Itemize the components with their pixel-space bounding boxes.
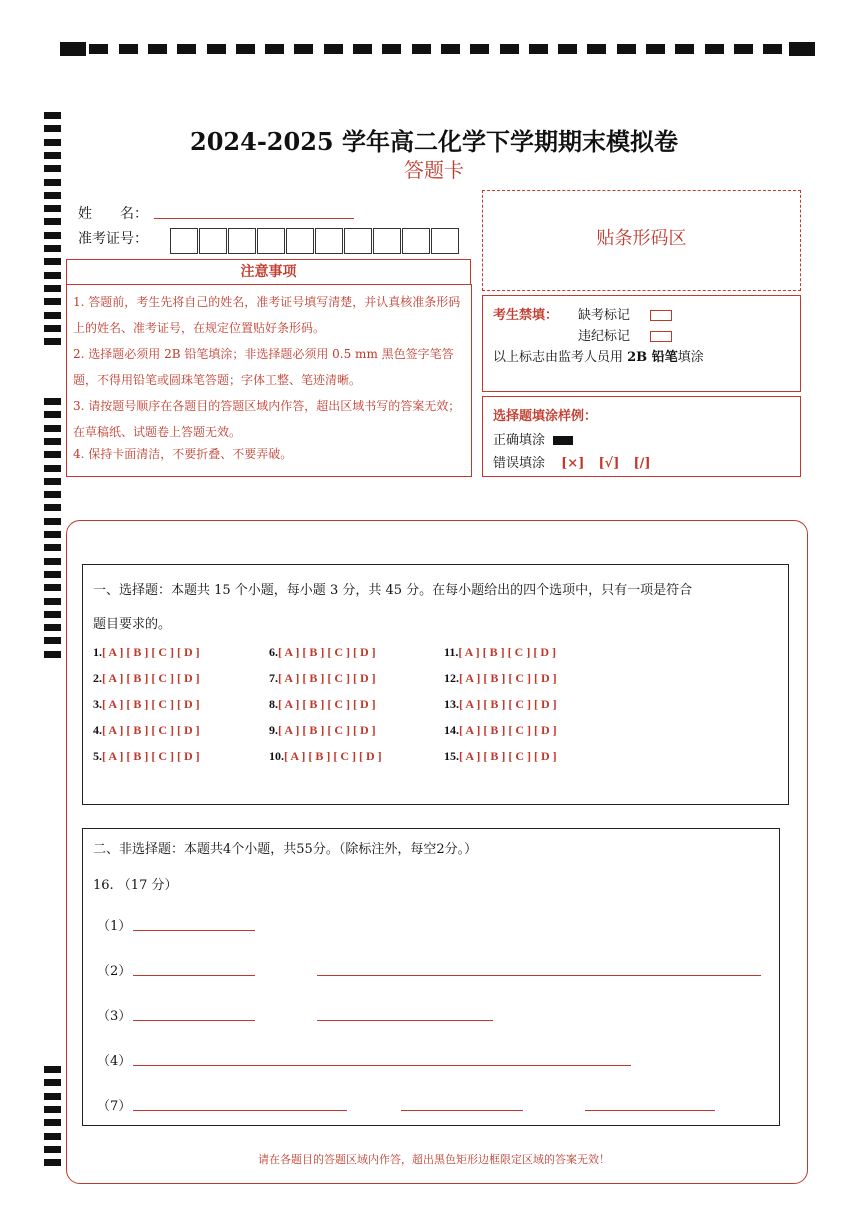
exam-id-digit-box[interactable] xyxy=(199,228,227,254)
choice-options[interactable]: [ A ] [ B ] [ C ] [ D ] xyxy=(459,671,557,685)
timing-mark xyxy=(44,624,61,631)
timing-mark xyxy=(412,44,431,54)
fill-example-box xyxy=(482,396,801,477)
section-open-heading: 二、非选择题：本题共4个小题，共55分。（除标注外，每空2分。） xyxy=(93,842,478,857)
timing-mark xyxy=(44,1079,61,1086)
wrong-mark-slash: [/] xyxy=(633,456,651,471)
timing-mark xyxy=(44,1106,61,1113)
choice-number: 2. xyxy=(93,671,102,685)
choice-question-2[interactable] xyxy=(93,671,200,686)
timing-mark xyxy=(44,438,61,445)
choice-question-11[interactable] xyxy=(444,645,556,660)
timing-mark xyxy=(675,44,694,54)
exam-id-digit-box[interactable] xyxy=(431,228,459,254)
notice-item: 1. 答题前，考生先将自己的姓名，准考证号填写清楚，并认真核准条形码上的姓名、准考证号，在规定位置贴好条形码。 xyxy=(73,295,461,335)
timing-mark xyxy=(207,44,226,54)
choice-question-7[interactable] xyxy=(269,671,376,686)
q16-part-label: （4） xyxy=(97,1054,132,1069)
choice-options[interactable]: [ A ] [ B ] [ C ] [ D ] xyxy=(102,697,200,711)
q16-part-label: （1） xyxy=(97,919,132,934)
timing-mark xyxy=(646,44,665,54)
notice-item: 4. 保持卡面清洁，不要折叠、不要弄破。 xyxy=(73,447,293,461)
timing-mark xyxy=(470,44,489,54)
timing-mark xyxy=(500,44,519,54)
exam-id-label: 准考证号： xyxy=(78,231,148,247)
choice-number: 3. xyxy=(93,697,102,711)
choice-options[interactable]: [ A ] [ B ] [ C ] [ D ] xyxy=(458,645,556,659)
page-subtitle: 答题卡 xyxy=(404,158,464,182)
choice-options[interactable]: [ A ] [ B ] [ C ] [ D ] xyxy=(102,645,200,659)
choice-options[interactable]: [ A ] [ B ] [ C ] [ D ] xyxy=(102,749,200,763)
timing-mark xyxy=(529,44,548,54)
timing-mark xyxy=(44,312,61,319)
timing-mark xyxy=(44,218,61,225)
timing-mark xyxy=(44,192,61,199)
exam-id-digit-box[interactable] xyxy=(286,228,314,254)
timing-mark xyxy=(148,44,167,54)
timing-mark xyxy=(763,44,782,54)
choice-question-13[interactable] xyxy=(444,697,557,712)
section-choice-heading-cont: 题目要求的。 xyxy=(93,617,172,632)
answer-line[interactable] xyxy=(317,975,761,976)
answer-line[interactable] xyxy=(133,1065,631,1066)
timing-mark xyxy=(44,398,61,405)
timing-mark xyxy=(44,451,61,458)
timing-mark xyxy=(44,338,61,345)
answer-line[interactable] xyxy=(133,1020,255,1021)
answer-line[interactable] xyxy=(133,1110,347,1111)
timing-mark xyxy=(44,518,61,525)
timing-mark xyxy=(44,112,61,119)
q16-part-label: （7） xyxy=(97,1099,132,1114)
q16-part-label: （2） xyxy=(97,964,132,979)
choice-question-14[interactable] xyxy=(444,723,557,738)
violation-mark-box[interactable] xyxy=(650,331,672,342)
timing-mark xyxy=(44,258,61,265)
prohibited-note: 以上标志由监考人员用 2B 铅笔填涂 xyxy=(493,350,704,365)
choice-question-6[interactable] xyxy=(269,645,376,660)
choice-number: 4. xyxy=(93,723,102,737)
answer-line[interactable] xyxy=(401,1110,523,1111)
exam-id-boxes[interactable] xyxy=(170,228,460,254)
exam-id-digit-box[interactable] xyxy=(344,228,372,254)
choice-question-5[interactable] xyxy=(93,749,200,764)
timing-mark xyxy=(44,611,61,618)
choice-options[interactable]: [ A ] [ B ] [ C ] [ D ] xyxy=(278,645,376,659)
timing-mark xyxy=(265,44,284,54)
timing-mark xyxy=(44,544,61,551)
timing-mark xyxy=(44,531,61,538)
timing-mark xyxy=(441,44,460,54)
timing-mark xyxy=(44,205,61,212)
notice-box xyxy=(66,284,472,477)
choice-question-9[interactable] xyxy=(269,723,376,738)
notice-title: 注意事项 xyxy=(66,259,471,285)
exam-id-digit-box[interactable] xyxy=(228,228,256,254)
timing-mark xyxy=(44,1133,61,1140)
timing-mark xyxy=(44,325,61,332)
timing-mark xyxy=(236,44,255,54)
choice-question-8[interactable] xyxy=(269,697,376,712)
timing-mark xyxy=(44,298,61,305)
choice-number: 10. xyxy=(269,749,284,763)
timing-mark xyxy=(89,44,108,54)
exam-id-digit-box[interactable] xyxy=(257,228,285,254)
choice-options[interactable]: [ A ] [ B ] [ C ] [ D ] xyxy=(284,749,382,763)
barcode-area: 贴条形码区 xyxy=(482,190,801,291)
choice-number: 8. xyxy=(269,697,278,711)
timing-mark xyxy=(44,637,61,644)
choice-options[interactable]: [ A ] [ B ] [ C ] [ D ] xyxy=(459,697,557,711)
choice-question-15[interactable] xyxy=(444,749,557,764)
answer-line[interactable] xyxy=(133,975,255,976)
wrong-mark-cross: [×] xyxy=(561,456,585,471)
choice-number: 15. xyxy=(444,749,459,763)
choice-number: 13. xyxy=(444,697,459,711)
timing-mark xyxy=(382,44,401,54)
notice-item: 2. 选择题必须用 2B 铅笔填涂；非选择题必须用 0.5 mm 黑色签字笔答题，不得用铅笔或圆珠笔答题；字体工整、笔迹清晰。 xyxy=(73,347,454,387)
choice-number: 5. xyxy=(93,749,102,763)
timing-mark xyxy=(44,425,61,432)
wrong-label: 错误填涂 xyxy=(493,456,546,471)
absent-mark-box[interactable] xyxy=(650,310,672,321)
choice-question-12[interactable] xyxy=(444,671,557,686)
timing-mark xyxy=(705,44,724,54)
timing-mark xyxy=(353,44,372,54)
q16-part-label: （3） xyxy=(97,1009,132,1024)
exam-id-digit-box[interactable] xyxy=(315,228,343,254)
section-choice xyxy=(82,564,789,805)
choice-number: 6. xyxy=(269,645,278,659)
section-open xyxy=(82,828,780,1126)
choice-number: 14. xyxy=(444,723,459,737)
name-field[interactable] xyxy=(154,218,354,219)
exam-id-digit-box[interactable] xyxy=(402,228,430,254)
timing-mark xyxy=(177,44,196,54)
answer-line[interactable] xyxy=(317,1020,493,1021)
timing-mark xyxy=(44,465,61,472)
absent-label: 缺考标记 xyxy=(578,308,631,323)
timing-mark xyxy=(44,491,61,498)
timing-mark xyxy=(617,44,636,54)
choice-number: 1. xyxy=(93,645,102,659)
page-title: 2024-2025 学年高二化学下学期期末模拟卷 xyxy=(190,127,678,156)
choice-question-1[interactable] xyxy=(93,645,200,660)
footer-note: 请在各题目的答题区域内作答，超出黑色矩形边框限定区域的答案无效！ xyxy=(258,1153,610,1166)
timing-mark xyxy=(324,44,343,54)
choice-options[interactable]: [ A ] [ B ] [ C ] [ D ] xyxy=(278,697,376,711)
choice-question-10[interactable] xyxy=(269,749,382,764)
choice-options[interactable]: [ A ] [ B ] [ C ] [ D ] xyxy=(278,671,376,685)
timing-mark xyxy=(119,44,138,54)
filled-mark-icon xyxy=(553,436,573,445)
choice-number: 12. xyxy=(444,671,459,685)
exam-id-digit-box[interactable] xyxy=(373,228,401,254)
timing-mark xyxy=(44,1066,61,1073)
timing-mark xyxy=(44,272,61,279)
timing-mark xyxy=(587,44,606,54)
choice-options[interactable]: [ A ] [ B ] [ C ] [ D ] xyxy=(459,723,557,737)
timing-mark xyxy=(44,584,61,591)
choice-number: 9. xyxy=(269,723,278,737)
choice-options[interactable]: [ A ] [ B ] [ C ] [ D ] xyxy=(278,723,376,737)
timing-mark xyxy=(44,504,61,511)
timing-mark xyxy=(44,598,61,605)
timing-mark xyxy=(44,651,61,658)
prohibited-title: 考生禁填： xyxy=(493,308,559,323)
timing-mark xyxy=(44,1093,61,1100)
answer-line[interactable] xyxy=(133,930,255,931)
timing-mark xyxy=(44,571,61,578)
choice-options[interactable]: [ A ] [ B ] [ C ] [ D ] xyxy=(102,671,200,685)
name-label: 姓 名： xyxy=(78,206,148,222)
choice-question-4[interactable] xyxy=(93,723,200,738)
correct-label: 正确填涂 xyxy=(493,433,546,448)
timing-mark xyxy=(558,44,577,54)
wrong-mark-check: [√] xyxy=(598,456,620,471)
choice-question-3[interactable] xyxy=(93,697,200,712)
choice-number: 11. xyxy=(444,645,459,659)
timing-mark xyxy=(734,44,753,54)
timing-mark xyxy=(294,44,313,54)
timing-mark xyxy=(44,285,61,292)
violation-label: 违纪标记 xyxy=(578,329,631,344)
prohibited-box xyxy=(482,295,801,392)
choice-options[interactable]: [ A ] [ B ] [ C ] [ D ] xyxy=(102,723,200,737)
q16-title: 16. （17 分） xyxy=(93,878,178,893)
timing-mark xyxy=(789,42,815,56)
exam-id-digit-box[interactable] xyxy=(170,228,198,254)
timing-mark xyxy=(60,42,86,56)
timing-mark xyxy=(44,1119,61,1126)
timing-mark xyxy=(44,558,61,565)
section-choice-heading: 一、选择题：本题共 15 个小题，每小题 3 分，共 45 分。在每小题给出的四个选项中，只有一项是符合 xyxy=(93,583,693,598)
answer-line[interactable] xyxy=(585,1110,715,1111)
choice-number: 7. xyxy=(269,671,278,685)
timing-mark xyxy=(44,232,61,239)
timing-mark xyxy=(44,478,61,485)
timing-mark xyxy=(44,411,61,418)
notice-item: 3. 请按题号顺序在各题目的答题区域内作答，超出区域书写的答案无效；在草稿纸、试题卷上答题无效。 xyxy=(73,399,461,439)
choice-options[interactable]: [ A ] [ B ] [ C ] [ D ] xyxy=(459,749,557,763)
fill-example-title: 选择题填涂样例： xyxy=(493,409,598,424)
timing-mark xyxy=(44,245,61,252)
